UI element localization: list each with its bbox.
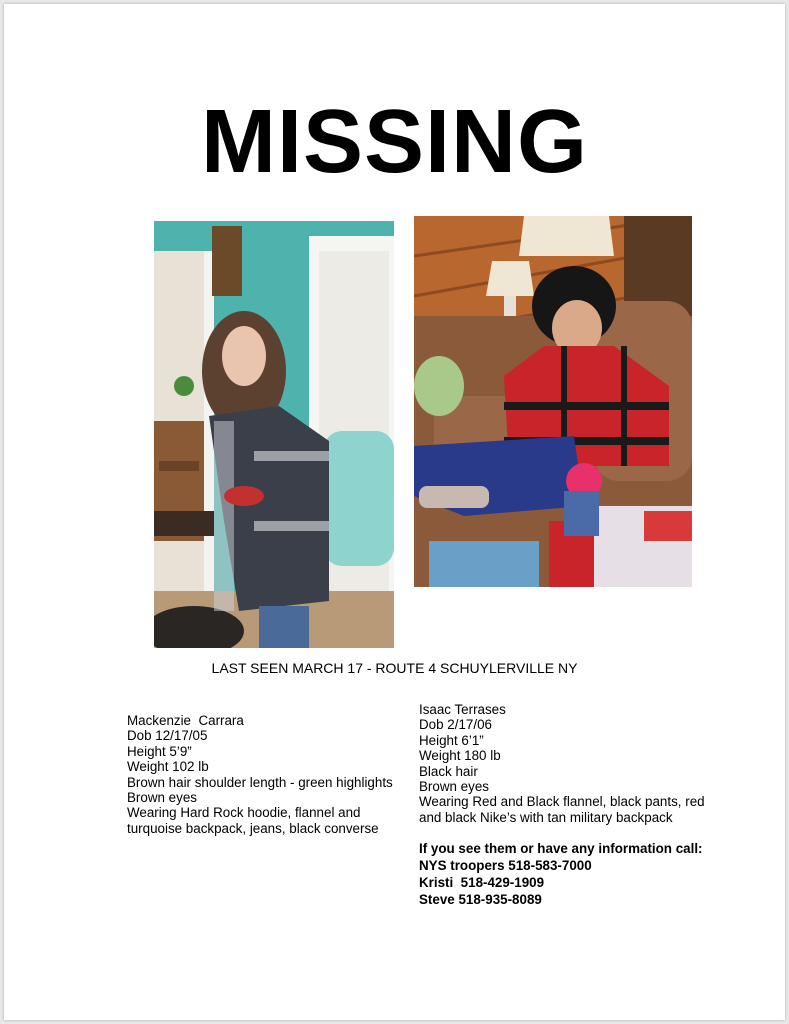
height-isaac: Height 6’1”	[419, 732, 484, 748]
name-mackenzie: Mackenzie Carrara	[127, 713, 244, 728]
details-mackenzie	[127, 713, 402, 836]
photo-mackenzie-image	[154, 221, 394, 648]
photo-isaac	[414, 216, 692, 587]
hair-isaac: Black hair	[419, 763, 478, 779]
clothing-isaac: Wearing Red and Black flannel, black pants, red and black Nike’s with tan military backpack	[419, 794, 705, 825]
dob-isaac: Dob 2/17/06	[419, 717, 492, 733]
weight-isaac: Weight 180 lb	[419, 748, 501, 764]
details-isaac	[419, 702, 729, 825]
photo-mackenzie	[154, 221, 394, 648]
height-mackenzie: Height 5’9”	[127, 743, 192, 759]
contact-nys-troopers: NYS troopers 518-583-7000	[419, 858, 592, 873]
contact-steve: Steve 518-935-8089	[419, 892, 542, 907]
weight-mackenzie: Weight 102 lb	[127, 759, 209, 775]
name-isaac: Isaac Terrases	[419, 702, 506, 717]
contact-kristi: Kristi 518-429-1909	[419, 875, 545, 890]
contact-info	[419, 840, 739, 908]
photo-isaac-image	[414, 216, 692, 587]
dob-mackenzie: Dob 12/17/05	[127, 728, 208, 744]
last-seen-text: LAST SEEN MARCH 17 - ROUTE 4 SCHUYLERVILLE NY	[211, 660, 578, 676]
eyes-mackenzie: Brown eyes	[127, 790, 197, 806]
clothing-mackenzie: Wearing Hard Rock hoodie, flannel and turquoise backpack, jeans, black converse	[127, 805, 379, 836]
contact-heading: If you see them or have any information call:	[419, 841, 703, 856]
eyes-isaac: Brown eyes	[419, 779, 489, 795]
poster-title: MISSING	[200, 92, 589, 192]
hair-mackenzie: Brown hair shoulder length - green highlights	[127, 774, 393, 790]
